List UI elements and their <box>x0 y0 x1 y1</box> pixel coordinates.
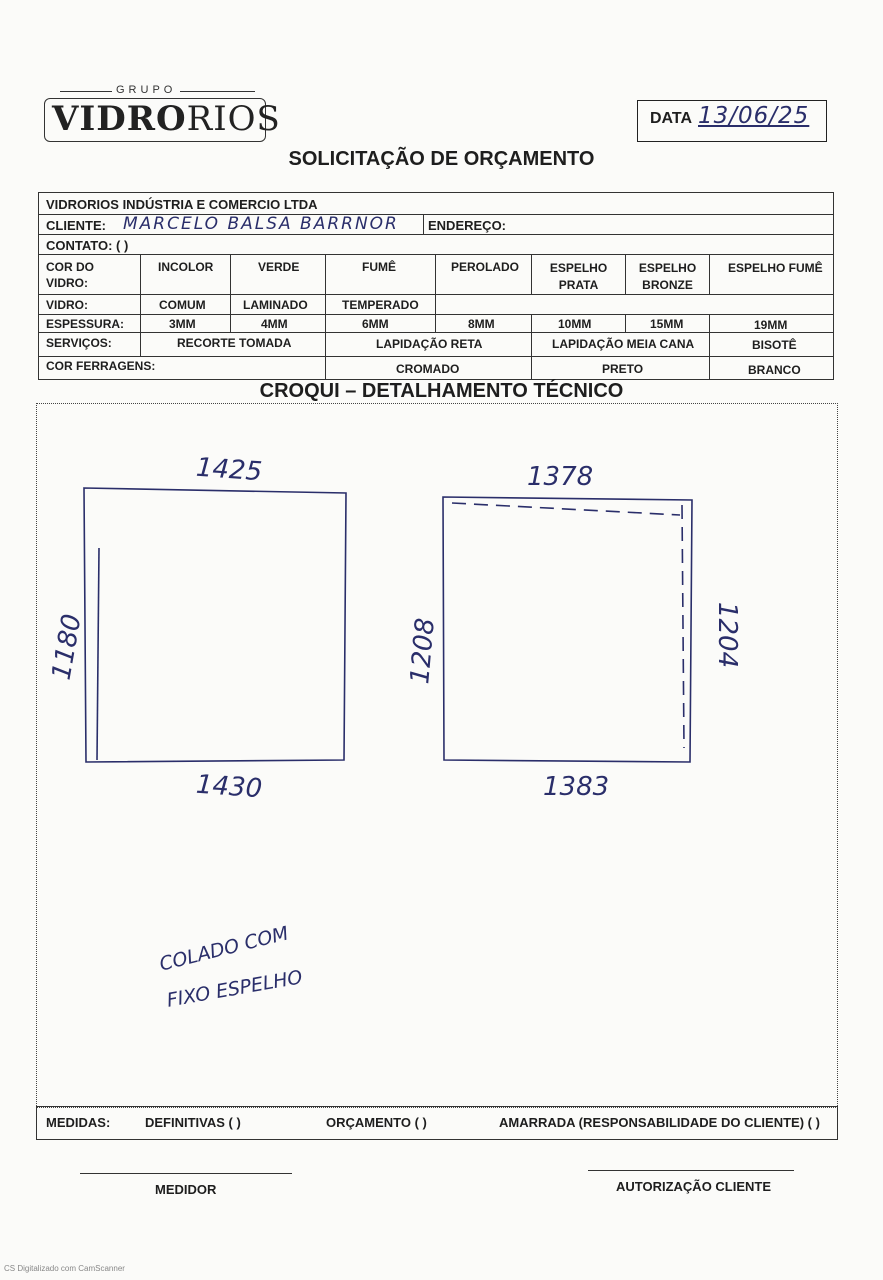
option-lapidacao-reta-label: LAPIDAÇÃO RETA <box>376 337 483 351</box>
option-incolor-label: INCOLOR <box>158 260 214 274</box>
piece-1-side-measure: 1180 <box>46 611 88 683</box>
glass-type-label: VIDRO: <box>46 298 88 312</box>
sketch-note-line-1: COLADO COM <box>157 922 291 976</box>
option-6mm-label: 6MM <box>362 317 389 331</box>
option-branco-label: BRANCO <box>748 363 801 377</box>
option-laminado-label: LAMINADO <box>243 298 308 312</box>
option-15mm-label: 15MM <box>650 317 684 331</box>
option-fume-label: FUMÊ <box>362 260 396 274</box>
option-espelho-prata-label: ESPELHO PRATA <box>549 261 608 292</box>
client-label: CLIENTE: <box>46 218 106 233</box>
piece-2-dashed-right <box>682 505 684 748</box>
piece-1-outline <box>84 488 346 762</box>
glass-color-label-1: COR DO <box>46 260 94 274</box>
document-title: SOLICITAÇÃO DE ORÇAMENTO <box>288 148 595 170</box>
medidor-signature-line[interactable] <box>80 1173 292 1174</box>
piece-2-dashed-top <box>452 503 680 515</box>
option-espelho-fume-label: ESPELHO FUMÊ <box>728 261 823 275</box>
piece-2-left-measure: 1208 <box>405 616 441 686</box>
piece-2-top-measure: 1378 <box>527 462 594 492</box>
option-verde-label: VERDE <box>258 260 300 274</box>
contact-label: CONTATO: ( ) <box>46 238 129 253</box>
scanner-watermark: CS Digitalizado com CamScanner <box>4 1264 125 1273</box>
piece-1-bottom-measure: 1430 <box>195 769 264 805</box>
option-8mm-label: 8MM <box>468 317 495 331</box>
date-value: 13/06/25 <box>698 103 810 129</box>
sketch-title: CROQUI – DETALHAMENTO TÉCNICO <box>259 380 624 402</box>
measures-label: MEDIDAS: <box>46 1115 111 1130</box>
option-preto-label: PRETO <box>602 362 644 376</box>
piece-2-right-measure: 1204 <box>712 601 743 669</box>
logo-brand-bold: VIDRO <box>52 99 187 139</box>
thickness-label: ESPESSURA: <box>46 317 125 331</box>
option-4mm-label: 4MM <box>261 317 288 331</box>
address-label: ENDEREÇO: <box>428 218 507 233</box>
medidor-label: MEDIDOR <box>155 1182 217 1197</box>
option-comum-label: COMUM <box>159 298 206 312</box>
services-label: SERVIÇOS: <box>46 336 112 350</box>
piece-1-top-measure: 1425 <box>195 452 264 488</box>
logo-brand-light: RIOS <box>186 99 281 139</box>
logo-group-text: GRUPO <box>112 84 180 96</box>
piece-1-inner-edge <box>97 548 99 760</box>
option-bisote-label: BISOTÊ <box>752 338 797 352</box>
piece-2-bottom-measure: 1383 <box>543 772 610 802</box>
sketch-note-line-2: FIXO ESPELHO <box>165 966 305 1012</box>
measures-amarrada[interactable]: AMARRADA (RESPONSABILIDADE DO CLIENTE) ( ) <box>499 1115 820 1130</box>
option-3mm-label: 3MM <box>169 317 196 331</box>
company-name: VIDRORIOS INDÚSTRIA E COMERCIO LTDA <box>46 197 318 212</box>
option-10mm-label: 10MM <box>558 317 592 331</box>
option-19mm-label: 19MM <box>754 318 788 332</box>
option-perolado-label: PEROLADO <box>451 260 520 274</box>
measures-definitivas[interactable]: DEFINITIVAS ( ) <box>145 1115 241 1130</box>
option-espelho-bronze-label: ESPELHO BRONZE <box>638 261 697 292</box>
piece-2-outline <box>443 497 692 762</box>
client-authorization-label: AUTORIZAÇÃO CLIENTE <box>616 1179 772 1194</box>
client-signature-line[interactable] <box>588 1170 794 1171</box>
option-lapidacao-meia-cana-label: LAPIDAÇÃO MEIA CANA <box>552 337 695 351</box>
glass-color-label-2: VIDRO: <box>46 276 88 290</box>
measures-orcamento[interactable]: ORÇAMENTO ( ) <box>326 1115 427 1130</box>
client-value: MARCELO BALSA BARRNOR <box>123 214 399 234</box>
option-recorte-tomada-label: RECORTE TOMADA <box>177 336 292 350</box>
option-temperado-label: TEMPERADO <box>342 298 419 312</box>
date-label: DATA <box>650 110 693 127</box>
option-cromado-label: CROMADO <box>396 362 460 376</box>
hardware-color-label: COR FERRAGENS: <box>46 359 156 373</box>
